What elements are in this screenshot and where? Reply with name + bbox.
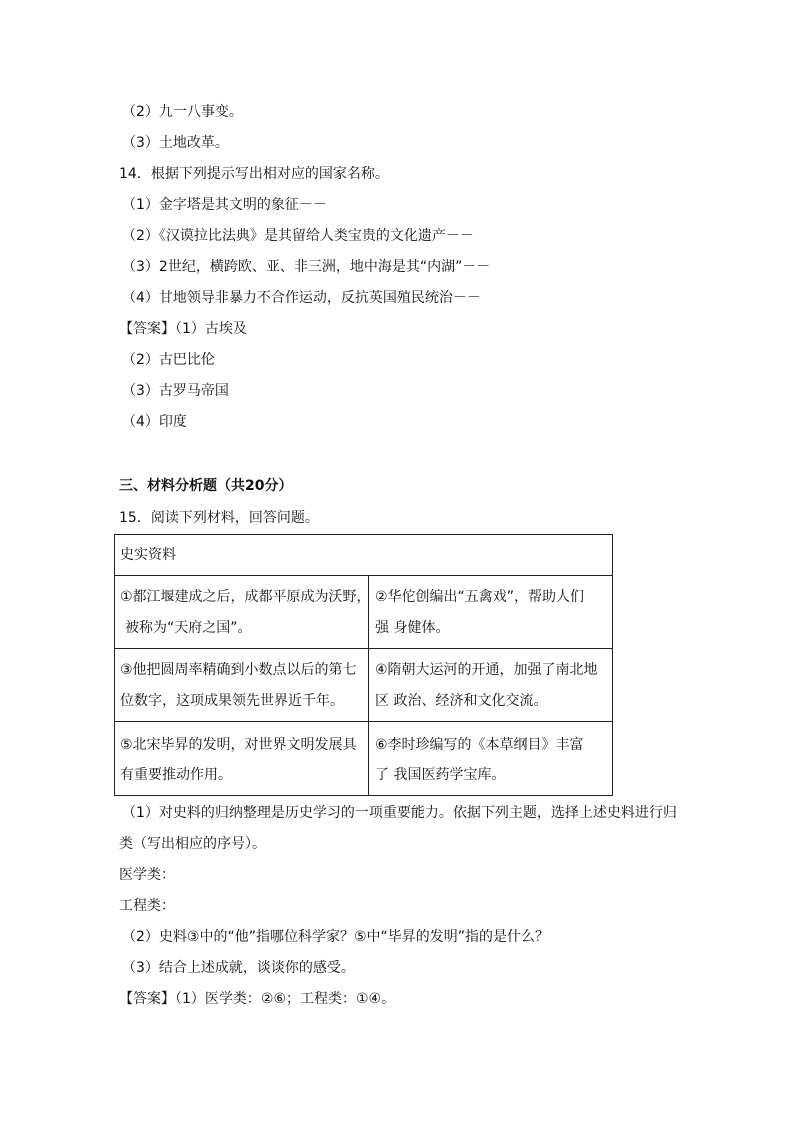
text-line: （3）结合上述成就，谈谈你的感受。: [122, 960, 355, 976]
table-cell-5-line-2: 有重要推动作用。: [120, 767, 232, 783]
text-line: （4）甘地领导非暴力不合作运动，反抗英国殖民统治－－: [122, 290, 481, 306]
question-15-stem: 15．阅读下列材料，回答问题。: [119, 510, 319, 526]
table-cell-6-line-2: 了 我国医药学宝库。: [375, 767, 506, 783]
text-line: （2）九一八事变。: [122, 104, 243, 120]
history-materials-table: [114, 534, 613, 796]
table-cell-4-line-1: ④隋朝大运河的开通，加强了南北地: [375, 662, 598, 678]
table-cell-1-line-2: 被称为“天府之国”。: [125, 620, 252, 636]
text-line: （3）2世纪，横跨欧、亚、非三洲，地中海是其“内湖”－－: [122, 259, 491, 275]
text-line: （2）古巴比伦: [122, 352, 215, 368]
table-cell-3-line-2: 位数字，这项成果领先世界近千年。: [120, 693, 344, 709]
table-header: 史实资料: [120, 547, 176, 563]
table-divider: [115, 648, 612, 649]
text-line: （2）史料③中的“他”指哪位科学家？⑤中“毕昇的发明”指的是什么？: [122, 929, 550, 945]
question-14-stem: 14．根据下列提示写出相对应的国家名称。: [119, 166, 389, 182]
text-line: 类（写出相应的序号）。: [119, 836, 266, 852]
section-title: 三、材料分析题（共20分）: [119, 478, 293, 494]
text-line: （2）《汉谟拉比法典》是其留给人类宝贵的文化遗产－－: [122, 228, 474, 244]
table-cell-6-line-1: ⑥李时珍编写的《本草纲目》丰富: [375, 737, 584, 753]
table-divider: [368, 575, 369, 795]
text-line: （1）对史料的归纳整理是历史学习的一项重要能力。依据下列主题，选择上述史料进行归: [122, 805, 677, 821]
table-cell-3-line-1: ③他把圆周率精确到小数点以后的第七: [120, 662, 357, 678]
text-line: 工程类：: [119, 898, 175, 914]
text-line: （4）印度: [122, 414, 187, 430]
table-cell-5-line-1: ⑤北宋毕昇的发明，对世界文明发展具: [120, 737, 357, 753]
table-cell-4-line-2: 区 政治、经济和文化交流。: [375, 693, 548, 709]
table-divider: [115, 721, 612, 722]
text-line: 医学类：: [119, 867, 175, 883]
table-cell-1-line-1: ①都江堰建成之后，成都平原成为沃野，: [120, 589, 371, 605]
table-divider: [115, 575, 612, 576]
answer-line: 【答案】（1）医学类：②⑥；工程类：①④。: [119, 991, 396, 1007]
text-line: （3）土地改革。: [122, 135, 229, 151]
text-line: （1）金字塔是其文明的象征－－: [122, 197, 327, 213]
text-line: （3）古罗马帝国: [122, 383, 229, 399]
answer-line: 【答案】（1）古埃及: [119, 321, 247, 337]
table-cell-2-line-1: ②华佗创编出“五禽戏”，帮助人们: [375, 589, 585, 605]
table-cell-2-line-2: 强 身健体。: [375, 620, 450, 636]
